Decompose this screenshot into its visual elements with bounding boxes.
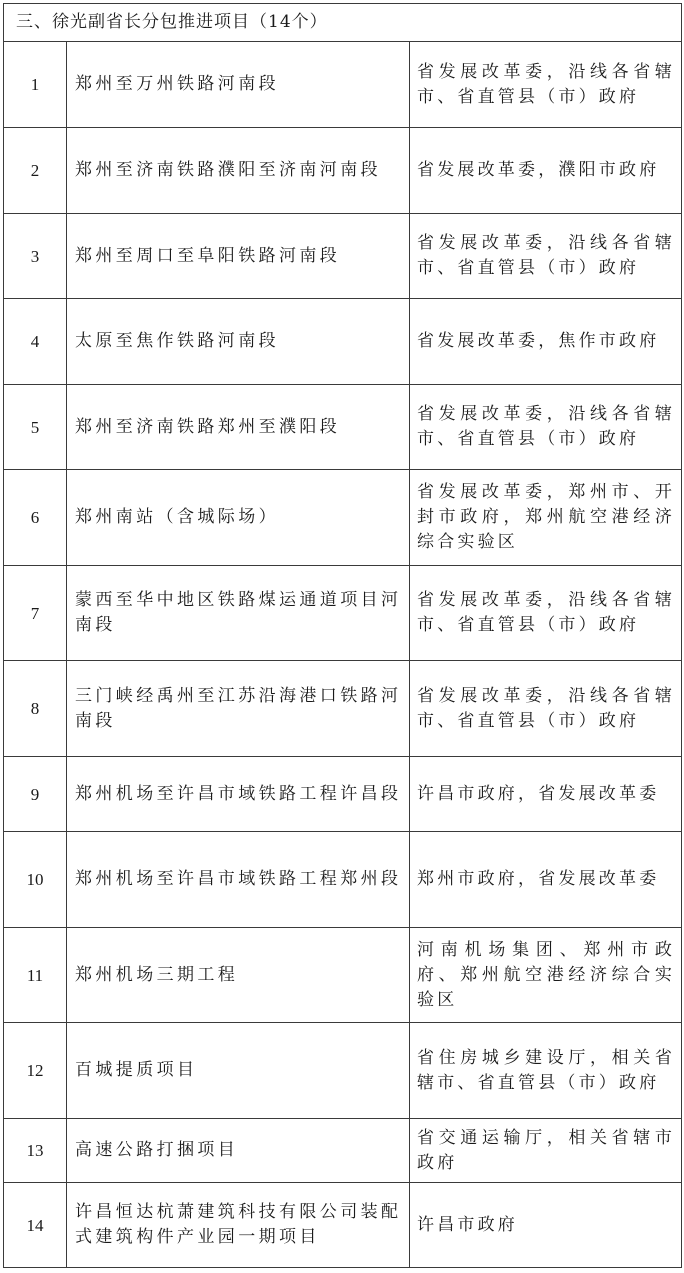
row-number: 6 (4, 470, 67, 566)
project-name: 蒙西至华中地区铁路煤运通道项目河南段 (67, 566, 410, 661)
responsible-departments: 许昌市政府 (410, 1183, 682, 1268)
row-number: 9 (4, 757, 67, 832)
table-row (4, 385, 682, 470)
row-number: 4 (4, 299, 67, 385)
section-header-row (4, 4, 682, 42)
table-row (4, 1023, 682, 1119)
table-row (4, 1119, 682, 1183)
project-table (3, 3, 682, 1268)
project-name: 郑州至周口至阜阳铁路河南段 (67, 214, 410, 299)
row-number: 14 (4, 1183, 67, 1268)
row-number: 8 (4, 661, 67, 757)
project-name: 高速公路打捆项目 (67, 1119, 410, 1183)
responsible-departments: 省发展改革委，沿线各省辖市、省直管县（市）政府 (410, 566, 682, 661)
section-title: 三、徐光副省长分包推进项目（14个） (4, 4, 682, 42)
responsible-departments: 省发展改革委，沿线各省辖市、省直管县（市）政府 (410, 214, 682, 299)
responsible-departments: 许昌市政府，省发展改革委 (410, 757, 682, 832)
responsible-departments: 河南机场集团、郑州市政府、郑州航空港经济综合实验区 (410, 928, 682, 1023)
project-name: 太原至焦作铁路河南段 (67, 299, 410, 385)
row-number: 2 (4, 128, 67, 214)
responsible-departments: 省发展改革委，沿线各省辖市、省直管县（市）政府 (410, 661, 682, 757)
project-name: 郑州至万州铁路河南段 (67, 42, 410, 128)
project-name: 郑州机场至许昌市域铁路工程许昌段 (67, 757, 410, 832)
row-number: 3 (4, 214, 67, 299)
table-row (4, 470, 682, 566)
table-row (4, 928, 682, 1023)
responsible-departments: 省发展改革委，沿线各省辖市、省直管县（市）政府 (410, 385, 682, 470)
project-name: 三门峡经禹州至江苏沿海港口铁路河南段 (67, 661, 410, 757)
row-number: 13 (4, 1119, 67, 1183)
responsible-departments: 省住房城乡建设厅，相关省辖市、省直管县（市）政府 (410, 1023, 682, 1119)
responsible-departments: 省交通运输厅，相关省辖市政府 (410, 1119, 682, 1183)
project-name: 郑州机场至许昌市域铁路工程郑州段 (67, 832, 410, 928)
project-name: 百城提质项目 (67, 1023, 410, 1119)
responsible-departments: 省发展改革委，焦作市政府 (410, 299, 682, 385)
table-row (4, 128, 682, 214)
project-name: 郑州机场三期工程 (67, 928, 410, 1023)
table-row (4, 214, 682, 299)
responsible-departments: 郑州市政府，省发展改革委 (410, 832, 682, 928)
row-number: 10 (4, 832, 67, 928)
row-number: 12 (4, 1023, 67, 1119)
table-row (4, 42, 682, 128)
row-number: 7 (4, 566, 67, 661)
table-row (4, 832, 682, 928)
responsible-departments: 省发展改革委，郑州市、开封市政府，郑州航空港经济综合实验区 (410, 470, 682, 566)
row-number: 5 (4, 385, 67, 470)
responsible-departments: 省发展改革委，濮阳市政府 (410, 128, 682, 214)
project-name: 郑州至济南铁路濮阳至济南河南段 (67, 128, 410, 214)
table-row (4, 1183, 682, 1268)
project-name: 郑州南站（含城际场） (67, 470, 410, 566)
table-row (4, 661, 682, 757)
project-name: 许昌恒达杭萧建筑科技有限公司装配式建筑构件产业园一期项目 (67, 1183, 410, 1268)
row-number: 1 (4, 42, 67, 128)
responsible-departments: 省发展改革委，沿线各省辖市、省直管县（市）政府 (410, 42, 682, 128)
table-row (4, 757, 682, 832)
table-row (4, 566, 682, 661)
table-row (4, 299, 682, 385)
row-number: 11 (4, 928, 67, 1023)
project-name: 郑州至济南铁路郑州至濮阳段 (67, 385, 410, 470)
